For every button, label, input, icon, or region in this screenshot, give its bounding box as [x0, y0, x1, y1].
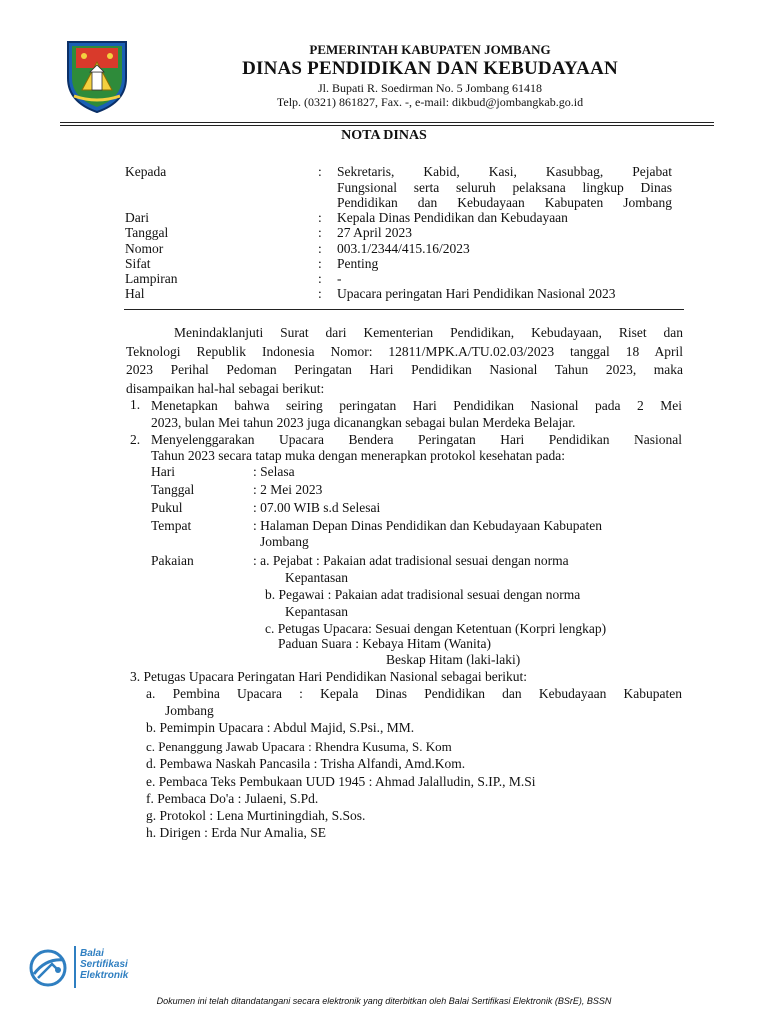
intro-line-3: 2023 Perihal Pedoman Peringatan Hari Pendidikan Nasional Tahun 2023, maka	[126, 362, 683, 377]
pakaian-b: b. Pegawai : Pakaian adat tradisional sesuai dengan norma	[265, 587, 581, 602]
field-dari-value: Kepala Dinas Pendidikan dan Kebudayaan	[337, 210, 568, 225]
letterhead-office: DINAS PENDIDIKAN DAN KEBUDAYAAN	[242, 58, 618, 79]
event-tanggal-value: : 2 Mei 2023	[253, 482, 323, 497]
intro-line-2: Teknologi Republik Indonesia Nomor: 12811/MPK.A/TU.02.03/2023 tanggal 18 April	[126, 343, 683, 359]
field-tanggal-colon: :	[318, 225, 322, 240]
field-sifat-value: Penting	[337, 256, 379, 271]
officer-g: g. Protokol : Lena Murtiningdiah, S.Sos.	[146, 808, 366, 823]
letterhead-government: PEMERINTAH KABUPATEN JOMBANG	[309, 42, 551, 57]
point-2-number: 2.	[130, 432, 141, 447]
intro-line-1: Menindaklanjuti Surat dari Kementerian Pendidikan, Kebudayaan, Riset dan	[174, 325, 683, 340]
event-pukul-value: : 07.00 WIB s.d Selesai	[253, 500, 381, 515]
point-1-line-1: Menetapkan bahwa seiring peringatan Hari Pendidikan Nasional pada 2 Mei	[151, 398, 682, 413]
bsre-text-2: Sertifikasi	[80, 959, 128, 970]
letterhead-divider	[60, 122, 714, 126]
pakaian-c-cont: Paduan Suara : Kebaya Hitam (Wanita)	[278, 636, 491, 651]
officer-h: h. Dirigen : Erda Nur Amalia, SE	[146, 825, 326, 840]
kepada-line-1: Sekretaris, Kabid, Kasi, Kasubbag, Pejabat	[337, 164, 672, 179]
event-pakaian-label: Pakaian	[151, 553, 194, 568]
header-divider	[124, 309, 684, 310]
bsre-text-3: Elektronik	[80, 970, 129, 981]
field-hal-label: Hal	[125, 286, 145, 301]
officer-a-line: a. Pembina Upacara : Kepala Dinas Pendidikan dan Kebudayaan Kabupaten	[146, 686, 682, 701]
letterhead-contact: Telp. (0321) 861827, Fax. -, e-mail: dikbud@jombangkab.go.id	[276, 95, 584, 109]
field-hal-value: Upacara peringatan Hari Pendidikan Nasional 2023	[337, 286, 616, 301]
field-tanggal-label: Tanggal	[125, 225, 169, 240]
field-kepada-value	[337, 164, 672, 211]
event-hari-value: : Selasa	[253, 464, 295, 479]
point-1-text	[151, 397, 682, 431]
officer-d: d. Pembawa Naskah Pancasila : Trisha Alfandi, Amd.Kom.	[146, 756, 466, 771]
event-tempat-value-2: Jombang	[260, 534, 309, 549]
field-nomor-colon: :	[318, 241, 322, 256]
event-pukul-label: Pukul	[151, 500, 183, 515]
regency-emblem-logo	[64, 38, 130, 114]
letterhead-address: Jl. Bupati R. Soedirman No. 5 Jombang 61418	[318, 81, 542, 95]
field-tanggal-value: 27 April 2023	[337, 225, 413, 240]
field-kepada-colon: :	[318, 164, 322, 179]
pakaian-a: : a. Pejabat : Pakaian adat tradisional sesuai dengan norma	[253, 553, 569, 568]
field-sifat-colon: :	[318, 256, 322, 271]
field-hal-colon: :	[318, 286, 322, 301]
point-1-number: 1.	[130, 397, 141, 412]
pakaian-a-cont: Kepantasan	[285, 570, 348, 585]
event-hari-label: Hari	[151, 464, 175, 479]
officer-e: e. Pembaca Teks Pembukaan UUD 1945 : Ahmad Jalalludin, S.IP., M.Si	[146, 774, 536, 789]
bsre-text-1: Balai	[80, 948, 104, 959]
officer-c: c. Penanggung Jawab Upacara : Rhendra Kusuma, S. Kom	[146, 739, 452, 754]
bsre-logo	[26, 946, 176, 992]
bsre-divider	[74, 946, 76, 988]
point-1-line-2: 2023, bulan Mei tahun 2023 juga dicanangkan sebagai bulan Merdeka Belajar.	[151, 415, 576, 430]
field-lampiran-value: -	[337, 271, 342, 286]
footer-signature-note: Dokumen ini telah ditandatangani secara elektronik yang diterbitkan oleh Balai Sertifikasi Elektronik (BSrE), BSSN	[156, 996, 612, 1006]
bsre-emblem-icon	[26, 948, 72, 988]
field-nomor-value: 003.1/2344/415.16/2023	[337, 241, 470, 256]
field-nomor-label: Nomor	[125, 241, 164, 256]
event-tanggal-label: Tanggal	[151, 482, 195, 497]
field-dari-label: Dari	[125, 210, 149, 225]
kepada-line-2: Fungsional serta seluruh pelaksana lingkup Dinas	[337, 179, 672, 195]
officer-a	[146, 686, 682, 701]
event-tempat-value: : Halaman Depan Dinas Pendidikan dan Kebudayaan Kabupaten	[253, 518, 603, 533]
intro-line-4: disampaikan hal-hal sebagai berikut:	[126, 380, 325, 396]
field-lampiran-colon: :	[318, 271, 322, 286]
field-dari-colon: :	[318, 210, 322, 225]
event-tempat-label: Tempat	[151, 518, 192, 533]
point-2-line-2: Tahun 2023 secara tatap muka dengan menerapkan protokol kesehatan pada:	[151, 448, 566, 463]
field-sifat-label: Sifat	[125, 256, 151, 271]
point-2-text	[151, 432, 682, 464]
officer-f: f. Pembaca Do'a : Julaeni, S.Pd.	[146, 791, 319, 806]
pakaian-c: c. Petugas Upacara: Sesuai dengan Ketentuan (Korpri lengkap)	[265, 621, 607, 636]
document-title: NOTA DINAS	[341, 128, 427, 143]
kepada-line-3: Pendidikan dan Kebudayaan Kabupaten Jombang	[337, 195, 672, 210]
pakaian-c-cont-2: Beskap Hitam (laki-laki)	[386, 652, 521, 667]
officer-b: b. Pemimpin Upacara : Abdul Majid, S.Psi., MM.	[146, 720, 415, 735]
point-2-line-1: Menyelenggarakan Upacara Bendera Peringatan Hari Pendidikan Nasional	[151, 432, 682, 447]
officer-a-cont: Jombang	[165, 703, 214, 718]
field-lampiran-label: Lampiran	[125, 271, 178, 286]
intro-paragraph	[126, 324, 683, 398]
pakaian-b-cont: Kepantasan	[285, 604, 348, 619]
field-kepada-label: Kepada	[125, 164, 167, 179]
point-3-title: 3. Petugas Upacara Peringatan Hari Pendidikan Nasional sebagai berikut:	[130, 669, 528, 684]
